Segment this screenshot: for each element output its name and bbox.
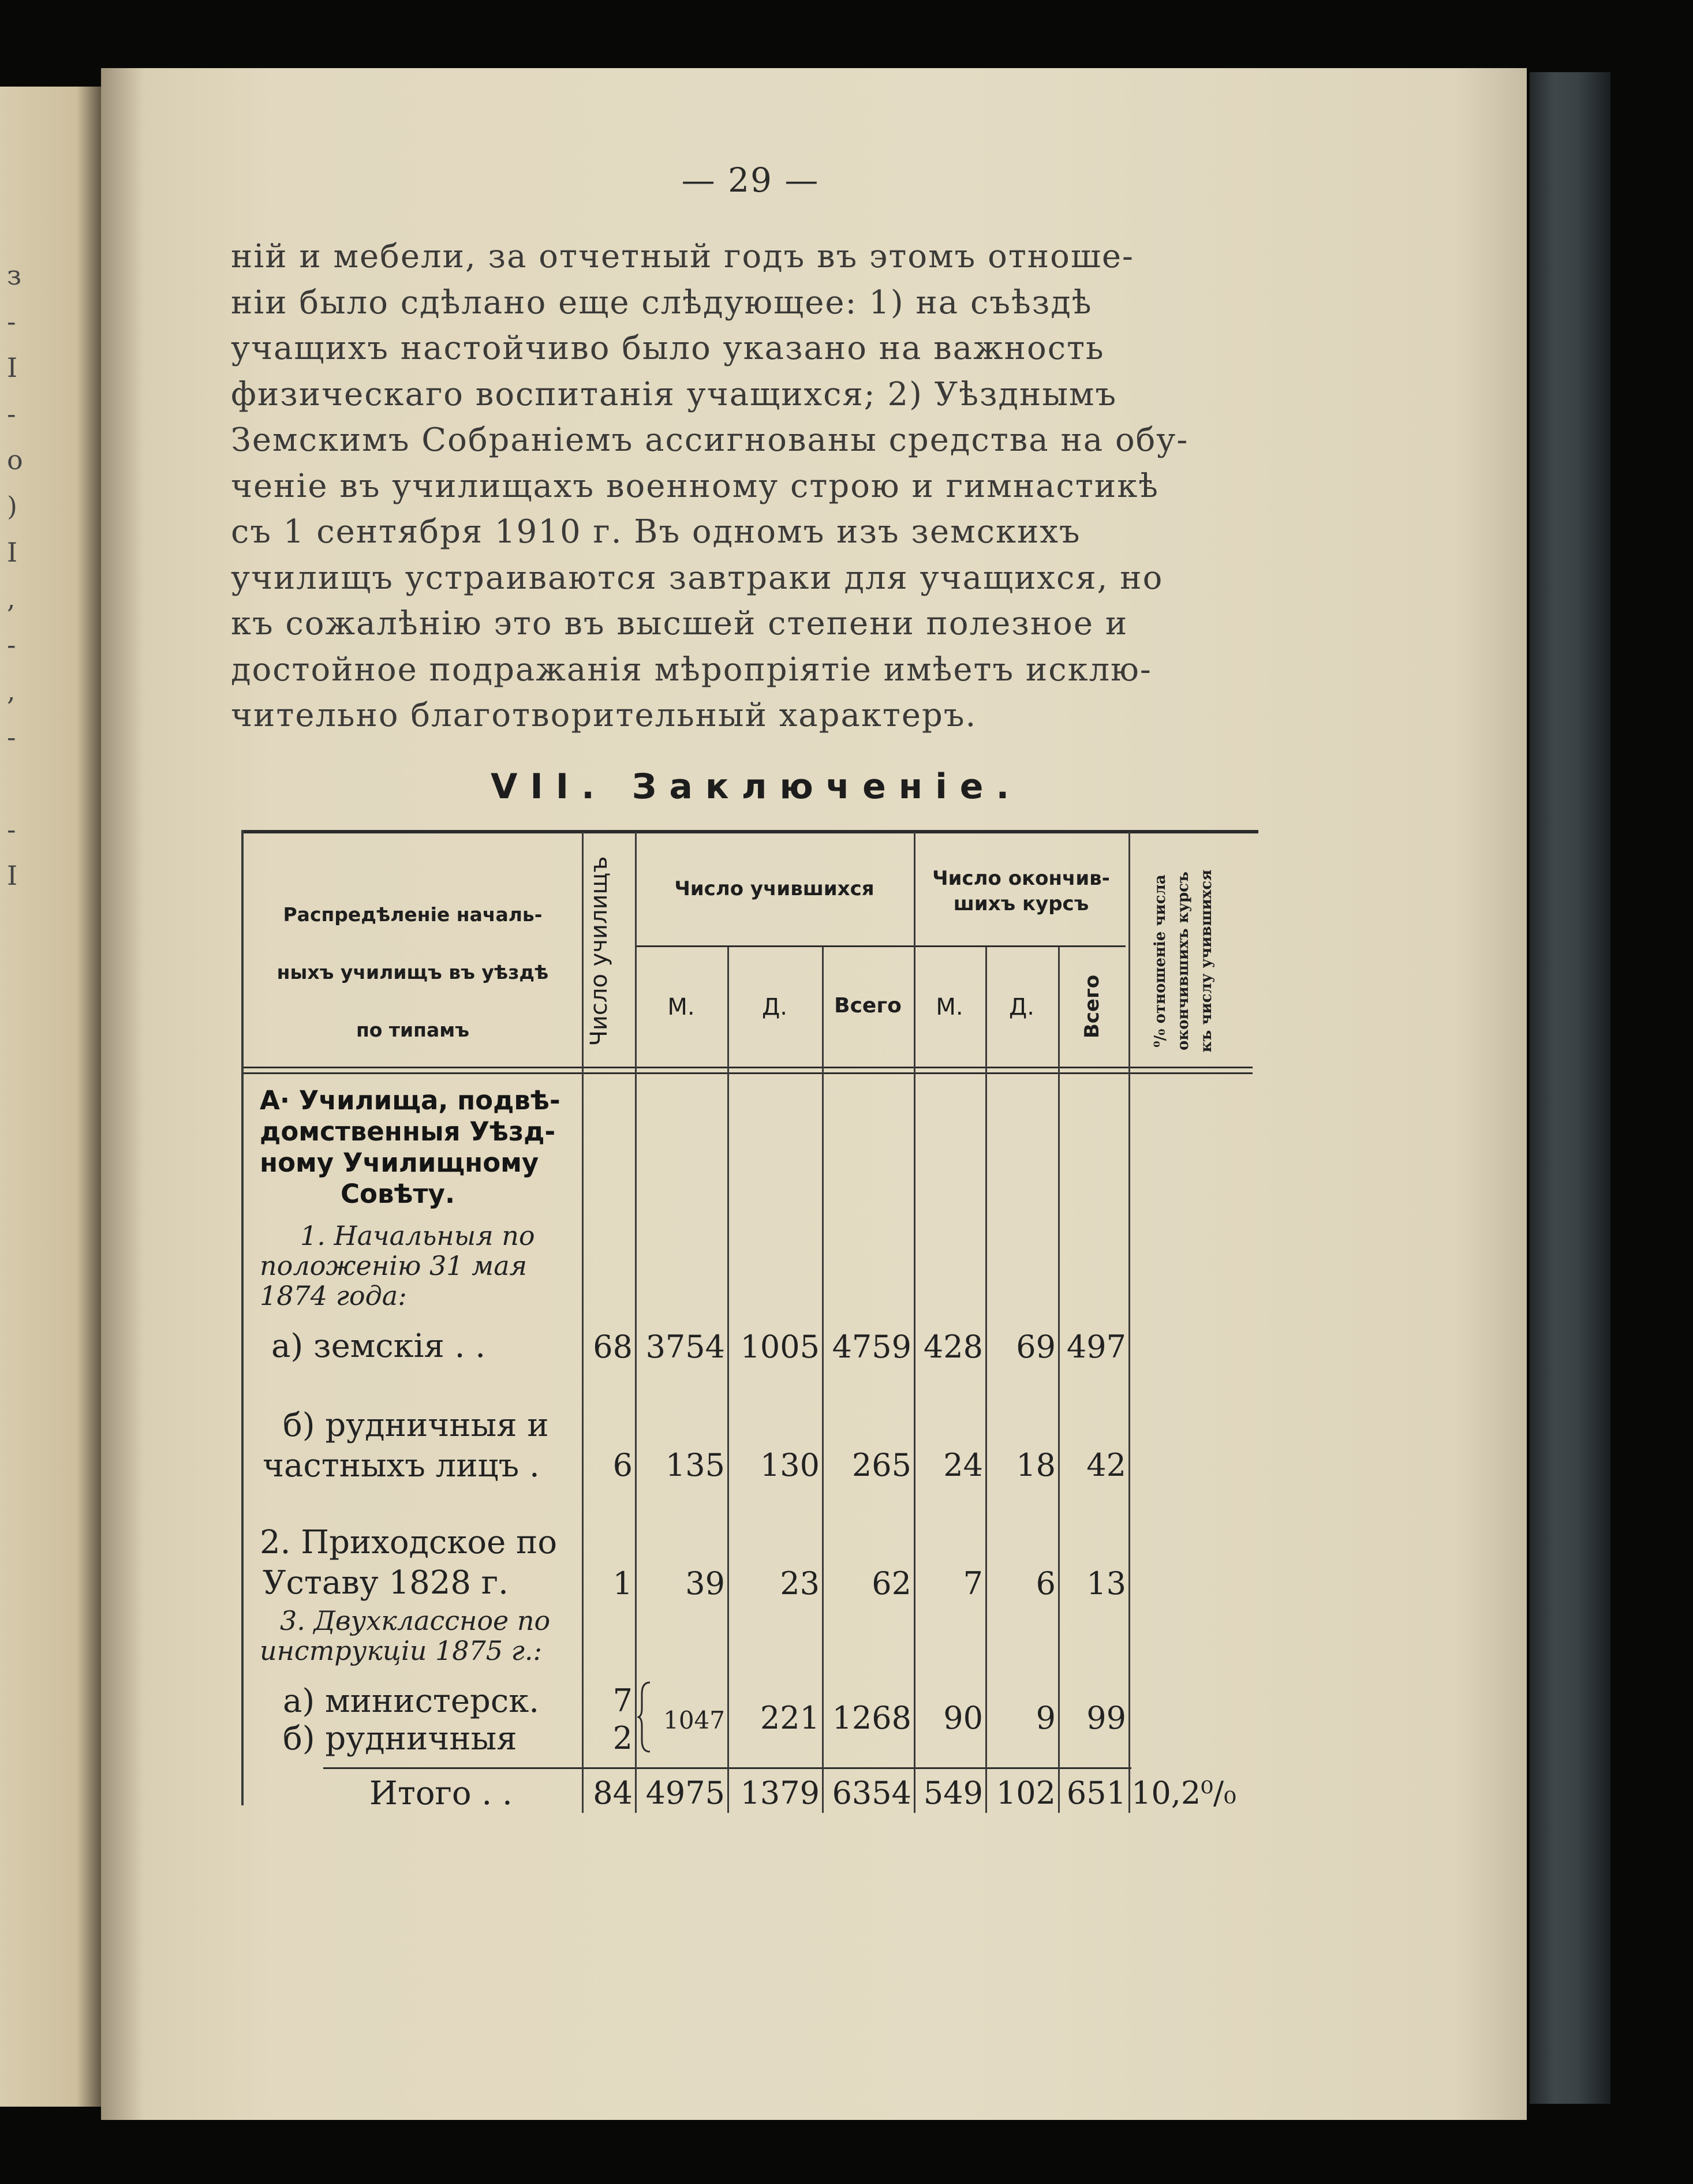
cell-students-total: 1268	[832, 1700, 911, 1736]
cell-schools: 68	[593, 1329, 633, 1365]
margin-mark: )	[7, 491, 17, 522]
header-finished-m: М.	[936, 994, 963, 1020]
total-students-d: 1379	[740, 1775, 820, 1811]
total-students-total: 6354	[832, 1775, 911, 1811]
total-students-m: 4975	[645, 1775, 725, 1811]
text-line: ніи было сдѣлано еще слѣдующее: 1) на съѣздѣ	[231, 283, 1093, 321]
text-line: учащихъ настойчиво было указано на важность	[231, 330, 1105, 367]
total-schools: 84	[593, 1775, 633, 1811]
cell-students-m: 39	[685, 1565, 725, 1602]
header-finished-total: Всего	[1081, 974, 1104, 1039]
margin-mark: -	[7, 398, 16, 429]
cell-finished-total: 13	[1086, 1565, 1126, 1602]
section-a-heading: А· Училища, подвѣ- домственныя Уѣзд- ному Училищному Совѣту.	[260, 1085, 560, 1209]
row-label: а) министерск.	[283, 1682, 540, 1720]
row-label: 2. Приходское по	[260, 1524, 558, 1561]
total-finished-d: 102	[996, 1775, 1056, 1811]
margin-mark: ,	[7, 675, 16, 706]
cell-students-d: 23	[780, 1565, 820, 1602]
cell-students-d: 130	[760, 1447, 820, 1483]
margin-mark: з	[7, 260, 22, 291]
col-rule	[985, 947, 987, 1813]
col-rule	[914, 832, 915, 1813]
header-bottom-rule	[241, 1072, 1253, 1074]
margin-mark: о	[7, 444, 23, 476]
col-rule	[822, 947, 824, 1813]
page-number: — 29 —	[681, 160, 820, 200]
margin-mark: -	[7, 814, 16, 845]
cell-finished-d: 6	[1036, 1565, 1056, 1602]
cell-finished-total: 99	[1086, 1700, 1126, 1736]
margin-mark: -	[7, 629, 16, 660]
row-label: а) земскія . .	[271, 1327, 486, 1365]
cell-finished-d: 18	[1016, 1447, 1056, 1483]
cell-schools: 1	[612, 1565, 633, 1602]
row-label: Уставу 1828 г.	[263, 1564, 509, 1602]
text-line: училищъ устраиваются завтраки для учащихся, но	[231, 559, 1164, 597]
header-students-total: Всего	[834, 994, 902, 1018]
cell-finished-total: 42	[1086, 1447, 1126, 1483]
total-finished-m: 549	[923, 1775, 983, 1811]
cell-schools: 2	[612, 1720, 633, 1756]
header-distribution: Распредѣленіе началь- ныхъ училищъ въ уѣздѣ по типамъ	[276, 903, 549, 1041]
header-students: Число учившихся	[674, 877, 874, 900]
cell-finished-m: 428	[923, 1329, 983, 1365]
brace-icon	[637, 1680, 655, 1755]
subsection-1-heading: 1. Начальныя по положенію 31 мая 1874 года:	[260, 1220, 535, 1311]
header-school-count: Число училищъ	[586, 856, 612, 1046]
col-rule	[727, 947, 729, 1813]
header-students-d: Д.	[762, 994, 787, 1020]
text-line: къ сожалѣнію это въ высшей степени полезное и	[231, 605, 1128, 642]
cell-finished-m: 24	[943, 1447, 983, 1483]
cell-students-total: 62	[872, 1565, 911, 1602]
header-students-m: М.	[667, 994, 695, 1020]
text-line: достойное подражанія мѣропріятіе имѣетъ исклю-	[231, 650, 1152, 689]
book-cover-edge	[1530, 72, 1610, 2104]
header-finished-d: Д.	[1009, 994, 1034, 1020]
margin-mark: I	[7, 352, 18, 383]
cell-finished-total: 497	[1066, 1329, 1126, 1365]
row-label: частныхъ лицъ .	[263, 1447, 540, 1484]
margin-mark: -	[7, 306, 16, 337]
cell-students-m: 1047	[663, 1706, 725, 1734]
row-label: б) рудничныя и	[283, 1407, 549, 1444]
header-finished: Число окончив- шихъ курсъ	[932, 867, 1110, 915]
col-rule	[1128, 832, 1130, 1813]
total-label: Итого . .	[369, 1775, 513, 1812]
col-rule	[635, 832, 637, 1813]
cell-students-m: 3754	[645, 1329, 725, 1365]
header-bottom-rule	[241, 1067, 1253, 1068]
total-percent: 10,2⁰/₀	[1131, 1775, 1236, 1811]
cell-students-m: 135	[665, 1447, 725, 1483]
cell-finished-d: 69	[1016, 1329, 1056, 1365]
total-finished-total: 651	[1066, 1775, 1126, 1811]
cell-students-total: 4759	[832, 1329, 911, 1365]
margin-mark: I	[7, 537, 18, 568]
margin-mark: -	[7, 721, 16, 753]
text-line: съ 1 сентября 1910 г. Въ одномъ изъ земскихъ	[231, 513, 1081, 551]
cell-students-d: 221	[760, 1700, 820, 1736]
cell-schools: 6	[612, 1447, 633, 1483]
col-rule	[1058, 947, 1060, 1813]
left-page-edge	[0, 87, 110, 2107]
text-line: ній и мебели, за отчетный годъ въ этомъ отноше-	[231, 238, 1134, 275]
cell-students-d: 1005	[740, 1329, 820, 1365]
body-paragraph	[231, 234, 1258, 739]
col-rule	[582, 832, 584, 1813]
cell-schools: 7	[612, 1682, 633, 1719]
header-sub-rule	[635, 945, 1126, 947]
table-left-border	[241, 830, 244, 1805]
text-line: Земскимъ Собраніемъ ассигнованы средства на обу-	[231, 421, 1189, 459]
cell-students-total: 265	[851, 1447, 911, 1483]
text-line: физическаго воспитанія учащихся; 2) Уѣзднымъ	[231, 375, 1118, 413]
margin-mark: I	[7, 860, 18, 891]
cell-finished-m: 7	[963, 1565, 983, 1602]
margin-mark: ,	[7, 583, 16, 614]
row-label: б) рудничныя	[283, 1720, 517, 1757]
table-top-rule	[241, 830, 1258, 833]
cell-finished-d: 9	[1036, 1700, 1056, 1736]
header-percent: ⁰/₀ отношеніе числа окончившихъ курсъ къ числу учившихся	[1152, 869, 1215, 1053]
text-line: ченіе въ училищахъ военному строю и гимнастикѣ	[231, 467, 1159, 505]
cell-finished-m: 90	[943, 1700, 983, 1736]
text-line: чительно благотворительный характеръ.	[231, 697, 977, 734]
section-title: VII. Заключеніе.	[491, 766, 1022, 807]
subsection-3-heading: 3. Двухклассное по инструкціи 1875 г.:	[260, 1605, 551, 1666]
